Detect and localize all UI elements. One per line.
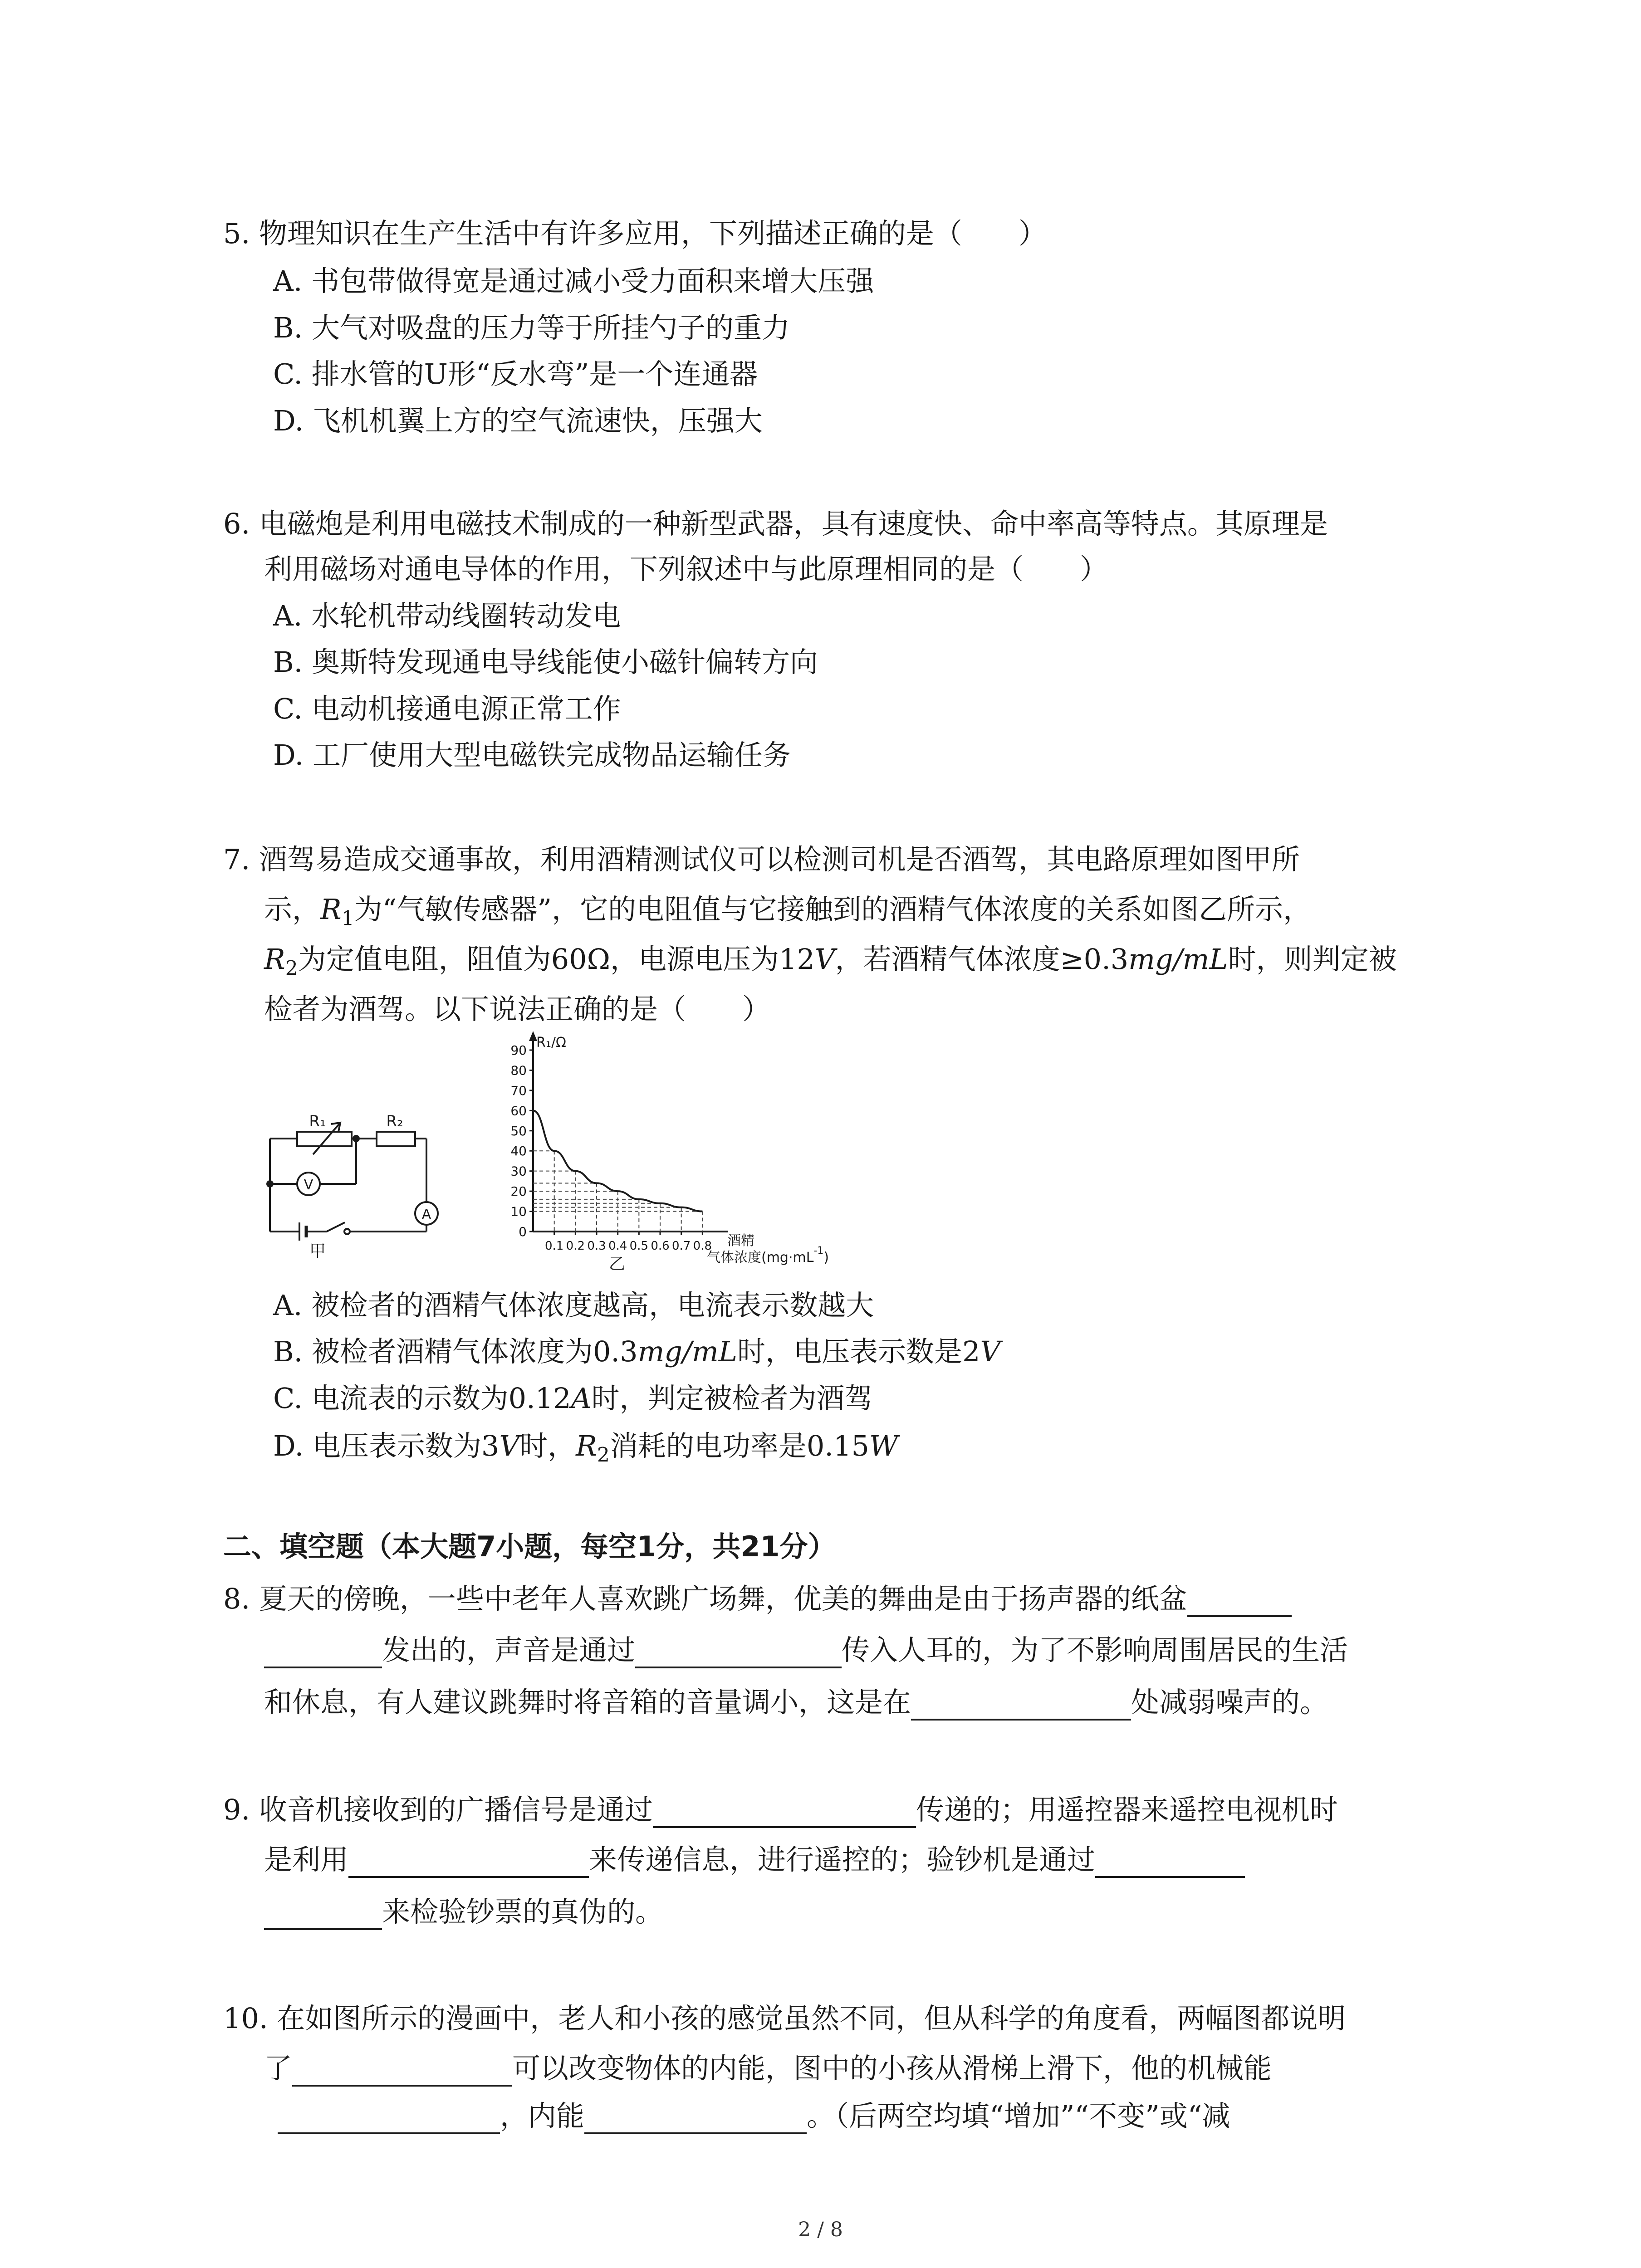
q5-option-d: D. 飞机机翼上方的空气流速快，压强大 <box>273 404 763 437</box>
resistance-concentration-graph <box>510 1031 728 1253</box>
q6-option-c: C. 电动机接通电源正常工作 <box>273 692 621 725</box>
q7-text: 示， <box>264 893 321 926</box>
xlabel-sup: -1 <box>813 1245 824 1256</box>
y-tick-label: 30 <box>510 1163 527 1179</box>
q9-line3 <box>264 1894 663 1930</box>
unit-mgml: mg/mL <box>637 1335 737 1368</box>
q7-stem-line2 <box>264 891 1311 937</box>
x-tick-label: 0.3 <box>587 1239 606 1253</box>
subscript: 2 <box>285 957 298 980</box>
x-tick-label: 0.1 <box>544 1239 564 1253</box>
r2-resistor <box>377 1132 415 1146</box>
q8-line3 <box>264 1684 1328 1721</box>
x-tick-label: 0.6 <box>651 1239 670 1253</box>
y-tick-label: 20 <box>510 1184 527 1199</box>
y-tick-label: 50 <box>510 1123 527 1139</box>
q7-option-a: A. 被检者的酒精气体浓度越高，电流表示数越大 <box>273 1289 874 1322</box>
q10-text: ，内能 <box>500 2099 585 2132</box>
chart-caption: 乙 <box>608 1255 626 1273</box>
q8-line1 <box>223 1581 1292 1617</box>
q8-text: 和休息，有人建议跳舞时将音箱的音量调小，这是在 <box>264 1686 911 1719</box>
q10-line3 <box>278 2098 1230 2134</box>
q9-text: 是利用 <box>264 1843 349 1876</box>
q7-text: ，若酒精气体浓度≥0.3 <box>835 943 1129 976</box>
q8-text: 8. 夏天的傍晚，一些中老年人喜欢跳广场舞，优美的舞曲是由于扬声器的纸盆 <box>223 1582 1187 1615</box>
q10-text: 。（后两空均填“增加”“不变”或“减 <box>807 2099 1230 2132</box>
y-tick-label: 60 <box>510 1103 527 1119</box>
q8-text: 发出的，声音是通过 <box>382 1633 636 1667</box>
q5-option-c: C. 排水管的U形“反水弯”是一个连通器 <box>273 357 758 391</box>
q7-stem-line1: 7. 酒驾易造成交通事故，利用酒精测试仪可以检测司机是否酒驾，其电路原理如图甲所 <box>223 843 1300 876</box>
q6-stem-line2: 利用磁场对通电导体的作用，下列叙述中与此原理相同的是（ ） <box>264 552 1108 586</box>
page-number: 2 / 8 <box>798 2218 843 2241</box>
q7-option-d <box>273 1428 898 1473</box>
section-title: 二、填空题（本大题7小题，每空1分，共21分） <box>223 1530 836 1563</box>
q7-option-text: B. 被检者酒精气体浓度为0.3 <box>273 1335 638 1368</box>
answer-blank[interactable] <box>1095 1846 1245 1878</box>
q7-option-text: C. 电流表的示数为0.12 <box>273 1382 571 1415</box>
chart-xlabel-line1: 酒精 <box>727 1233 754 1249</box>
answer-blank[interactable] <box>653 1796 916 1828</box>
q6-option-a: A. 水轮机带动线圈转动发电 <box>273 599 621 632</box>
y-tick-label: 80 <box>510 1063 527 1078</box>
q7-option-text: 时，判定被检者为酒驾 <box>591 1382 873 1415</box>
q5-stem: 5. 物理知识在生产生活中有许多应用，下列描述正确的是（ ） <box>223 217 1047 250</box>
answer-blank[interactable] <box>278 2102 500 2134</box>
answer-blank[interactable] <box>635 1637 842 1668</box>
switch-contact <box>344 1229 350 1234</box>
junction-dot <box>267 1181 273 1187</box>
chart-xlabel-line2 <box>707 1245 829 1266</box>
symbol-r: R <box>320 893 342 926</box>
q7-option-text: 时，电压表示数是2 <box>737 1335 980 1368</box>
q10-line2 <box>264 2050 1272 2087</box>
q7-option-text: 消耗的电功率是0.15 <box>609 1429 869 1462</box>
answer-blank[interactable] <box>584 2102 807 2134</box>
y-tick-label: 70 <box>510 1083 527 1098</box>
unit-v: V <box>499 1429 520 1462</box>
q7-option-text: D. 电压表示数为3 <box>273 1429 500 1462</box>
unit-mgml: mg/mL <box>1128 943 1228 976</box>
q5-option-b: B. 大气对吸盘的压力等于所挂勺子的重力 <box>273 311 790 344</box>
subscript: 2 <box>597 1443 610 1467</box>
unit-v: V <box>814 943 835 976</box>
r1-label: R₁ <box>309 1112 326 1130</box>
q7-figure <box>263 1030 898 1284</box>
junction-dot <box>353 1136 359 1141</box>
q7-option-c <box>273 1380 873 1417</box>
x-tick-label: 0.7 <box>671 1239 691 1253</box>
answer-blank[interactable] <box>264 1898 382 1930</box>
unit-a: A <box>571 1382 592 1415</box>
q9-line2 <box>264 1842 1245 1878</box>
x-tick-label: 0.8 <box>693 1239 712 1253</box>
q9-text: 来传递信息，进行遥控的；验钞机是通过 <box>589 1843 1096 1876</box>
q8-line2 <box>264 1632 1348 1668</box>
answer-blank[interactable] <box>264 1637 382 1668</box>
circuit-diagram <box>267 1123 438 1241</box>
q10-line1: 10. 在如图所示的漫画中，老人和小孩的感觉虽然不同，但从科学的角度看，两幅图都说明 <box>223 2002 1346 2035</box>
q7-stem-line4: 检者为酒驾。以下说法正确的是（ ） <box>264 992 771 1026</box>
q7-stem-line3 <box>264 941 1397 987</box>
data-curve <box>533 1110 702 1211</box>
xlabel-close: ) <box>823 1250 829 1266</box>
q7-text: 为定值电阻，阻值为60Ω，电源电压为12 <box>298 943 815 976</box>
q8-text: 处减弱噪声的。 <box>1131 1686 1328 1719</box>
r1-resistor <box>297 1132 352 1146</box>
q7-text: 为“气敏传感器”，它的电阻值与它接触到的酒精气体浓度的关系如图乙所示， <box>354 893 1312 926</box>
answer-blank[interactable] <box>348 1846 589 1878</box>
q8-text: 传入人耳的，为了不影响周围居民的生活 <box>842 1633 1348 1667</box>
q9-text: 9. 收音机接收到的广播信号是通过 <box>223 1793 653 1826</box>
subscript: 1 <box>341 907 354 930</box>
q6-option-d: D. 工厂使用大型电磁铁完成物品运输任务 <box>273 738 791 772</box>
q10-text: 了 <box>264 2052 293 2085</box>
q5-option-a: A. 书包带做得宽是通过减小受力面积来增大压强 <box>273 264 874 298</box>
q9-text: 传递的；用遥控器来遥控电视机时 <box>916 1793 1338 1826</box>
q10-text: 可以改变物体的内能，图中的小孩从滑梯上滑下，他的机械能 <box>512 2052 1272 2085</box>
q6-option-b: B. 奥斯特发现通电导线能使小磁针偏转方向 <box>273 645 818 679</box>
answer-blank[interactable] <box>292 2055 512 2087</box>
y-tick-label: 90 <box>510 1043 527 1058</box>
voltmeter-label: V <box>304 1177 314 1193</box>
switch-lever <box>327 1222 345 1232</box>
q9-line1 <box>223 1792 1338 1828</box>
answer-blank[interactable] <box>1187 1585 1292 1617</box>
r2-label: R₂ <box>386 1112 403 1130</box>
q6-stem-line1: 6. 电磁炮是利用电磁技术制成的一种新型武器，具有速度快、命中率高等特点。其原理是 <box>223 507 1328 540</box>
circuit-caption: 甲 <box>309 1242 326 1261</box>
symbol-r: R <box>264 943 285 976</box>
ammeter-label: A <box>421 1207 431 1222</box>
y-tick-label: 0 <box>519 1224 527 1239</box>
q7-option-text: 时， <box>519 1429 576 1462</box>
q9-text: 来检验钞票的真伪的。 <box>382 1895 664 1928</box>
x-tick-label: 0.4 <box>608 1239 627 1253</box>
xlabel-text: 气体浓度(mg·mL <box>707 1250 814 1266</box>
y-tick-label: 40 <box>510 1144 527 1159</box>
q7-text: 时，则判定被 <box>1228 943 1397 976</box>
answer-blank[interactable] <box>911 1689 1131 1721</box>
x-tick-label: 0.2 <box>566 1239 585 1253</box>
unit-v: V <box>980 1335 1001 1368</box>
symbol-r: R <box>576 1429 597 1462</box>
unit-w: W <box>869 1429 898 1462</box>
q7-option-b <box>273 1334 1000 1370</box>
y-tick-label: 10 <box>510 1204 527 1219</box>
chart-ylabel: R₁/Ω <box>536 1035 566 1051</box>
x-tick-label: 0.5 <box>629 1239 649 1253</box>
